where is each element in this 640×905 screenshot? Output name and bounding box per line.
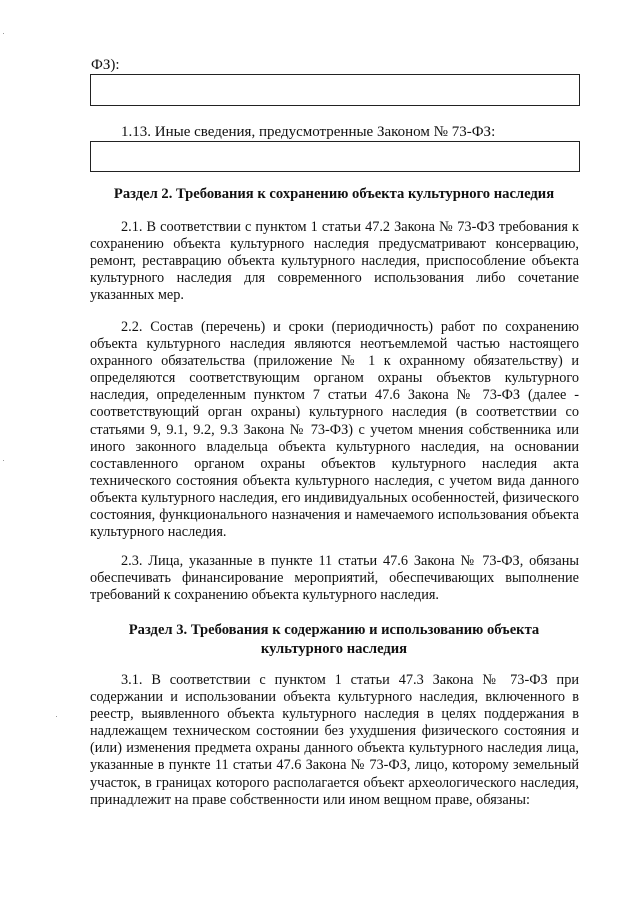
paragraph-3-1: 3.1. В соответствии с пунктом 1 статьи 47.3 Закона № 73-ФЗ при содержании и использовании объекта культурного наследия, включенного в реестр, выявленного объекта культурного наследия в целях поддержания в надлежащем техническом состоянии без ухудшения физического состояния и (или) изменения предмета охраны данного объекта культурного наследия лица, указанные в пункте 11 статьи 47.6 Закона № 73-ФЗ, лицо, которому земельный участок, в границах которого располагается объект археологического наследия, принадлежит на праве собственности или ином вещном праве, обязаны: — [90, 672, 579, 808]
previous-item-fragment: ФЗ): — [91, 57, 120, 73]
item-1-13-field-box — [90, 141, 580, 172]
section-3-heading-line-1: Раздел 3. Требования к содержанию и использованию объекта — [128, 622, 540, 638]
paragraph-2-3: 2.3. Лица, указанные в пункте 11 статьи 47.6 Закона № 73-ФЗ, обязаны обеспечивать финансирование мероприятий, обеспечивающих выполнение требований к сохранению объекта культурного наследия. — [90, 553, 579, 604]
section-2-heading: Раздел 2. Требования к сохранению объекта культурного наследия — [113, 186, 555, 202]
previous-item-field-box — [90, 74, 580, 106]
paragraph-2-2: 2.2. Состав (перечень) и сроки (периодичность) работ по сохранению объекта культурного наследия являются неотъемлемой частью настоящего охранного обязательства (приложение № 1 к охранному обязательству) и определяются соответствующим органом охраны объектов культурного наследия, определенным пунктом 7 статьи 47.6 Закона № 73-ФЗ (далее - соответствующий орган охраны) культурного наследия (в соответствии со статьями 9, 9.1, 9.2, 9.3 Закона № 73-ФЗ) с учетом мнения собственника или иного законного владельца объекта культурного наследия, на основании составленного органом охраны объектов культурного наследия акта технического состояния объекта культурного наследия, с учетом вида данного объекта культурного наследия, его индивидуальных особенностей, физического состояния, функционального назначения и намечаемого использования объекта культурного наследия. — [90, 319, 579, 541]
section-3-heading-line-2: культурного наследия — [260, 641, 408, 657]
item-1-13-label: 1.13. Иные сведения, предусмотренные Законом № 73-ФЗ: — [121, 124, 496, 140]
scan-speck — [3, 460, 4, 461]
paragraph-2-1: 2.1. В соответствии с пунктом 1 статьи 47.2 Закона № 73-ФЗ требования к сохранению объекта культурного наследия предусматривают консервацию, ремонт, реставрацию объекта культурного наследия, приспособление объекта культурного наследия для современного использования либо сочетание указанных мер. — [90, 219, 579, 304]
section-3-heading — [90, 621, 578, 659]
scan-speck — [56, 716, 57, 717]
scan-speck — [3, 33, 4, 34]
